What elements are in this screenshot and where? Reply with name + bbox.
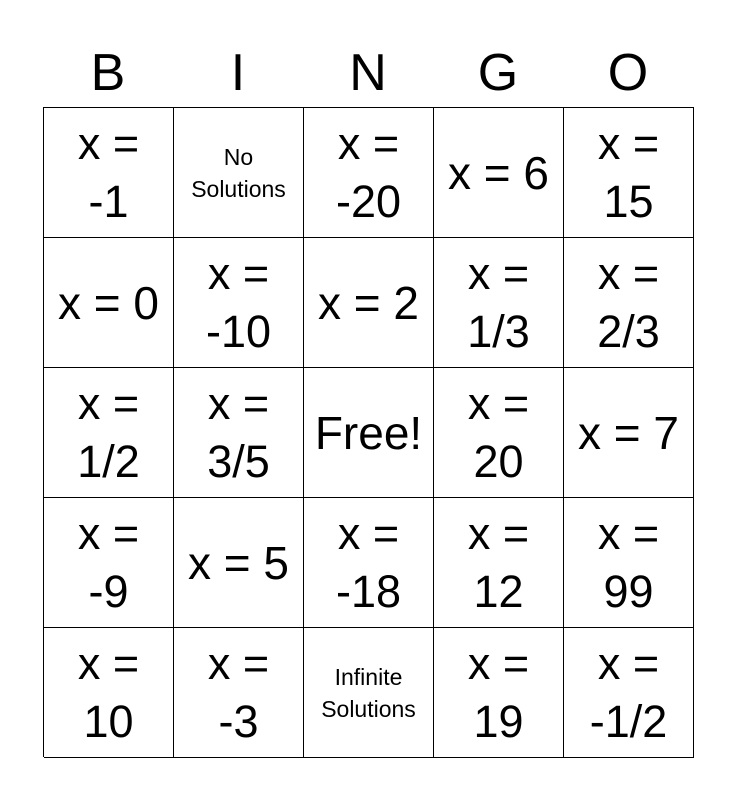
bingo-cell [304,238,434,368]
cell-text: x = 99 [597,507,660,617]
cell-text: x = -1/2 [589,637,668,747]
bingo-cell [44,368,174,498]
bingo-cell [564,238,694,368]
bingo-cell [564,368,694,498]
bingo-cell [434,628,564,758]
bingo-cell [44,238,174,368]
header-letter-g: G [477,44,519,102]
cell-text: x = 15 [597,117,660,227]
cell-text: x = 1/2 [77,377,140,487]
bingo-cell [44,628,174,758]
cell-text: x = 2 [317,276,419,329]
cell-text: x = -10 [205,247,272,357]
bingo-header [43,42,693,104]
cell-text: x = -9 [77,507,140,617]
cell-text: x = 1/3 [467,247,530,357]
bingo-cell [434,238,564,368]
cell-text: No Solutions [191,143,286,202]
bingo-cell [434,108,564,238]
bingo-cell [174,238,304,368]
cell-text: x = 20 [467,377,530,487]
header-letter-n: N [349,44,387,102]
cell-text: x = 7 [577,406,679,459]
cell-text: Free! [314,406,423,459]
bingo-cell [304,108,434,238]
cell-text: x = 2/3 [597,247,660,357]
cell-text: Infinite Solutions [321,663,416,722]
bingo-cell [174,368,304,498]
cell-text: x = 5 [187,536,289,589]
free-space-cell [304,368,434,498]
bingo-cell [564,628,694,758]
cell-text: x = -3 [207,637,270,747]
bingo-cell [174,628,304,758]
bingo-cell [174,498,304,628]
header-letter-i: I [230,44,246,102]
cell-text: x = 10 [77,637,140,747]
cell-text: x = 12 [467,507,530,617]
cell-text: x = -1 [77,117,140,227]
bingo-cell [564,108,694,238]
bingo-board [43,107,694,757]
bingo-cell [434,498,564,628]
bingo-cell [44,108,174,238]
header-letter-o: O [607,44,649,102]
bingo-cell [304,628,434,758]
cell-text: x = -18 [335,507,402,617]
bingo-cell [564,498,694,628]
cell-text: x = 19 [467,637,530,747]
bingo-cell [304,498,434,628]
cell-text: x = 6 [447,146,549,199]
bingo-cell [44,498,174,628]
cell-text: x = 3/5 [207,377,270,487]
cell-text: x = -20 [335,117,402,227]
bingo-cell [174,108,304,238]
bingo-cell [434,368,564,498]
header-letter-b: B [90,44,126,102]
cell-text: x = 0 [57,276,159,329]
